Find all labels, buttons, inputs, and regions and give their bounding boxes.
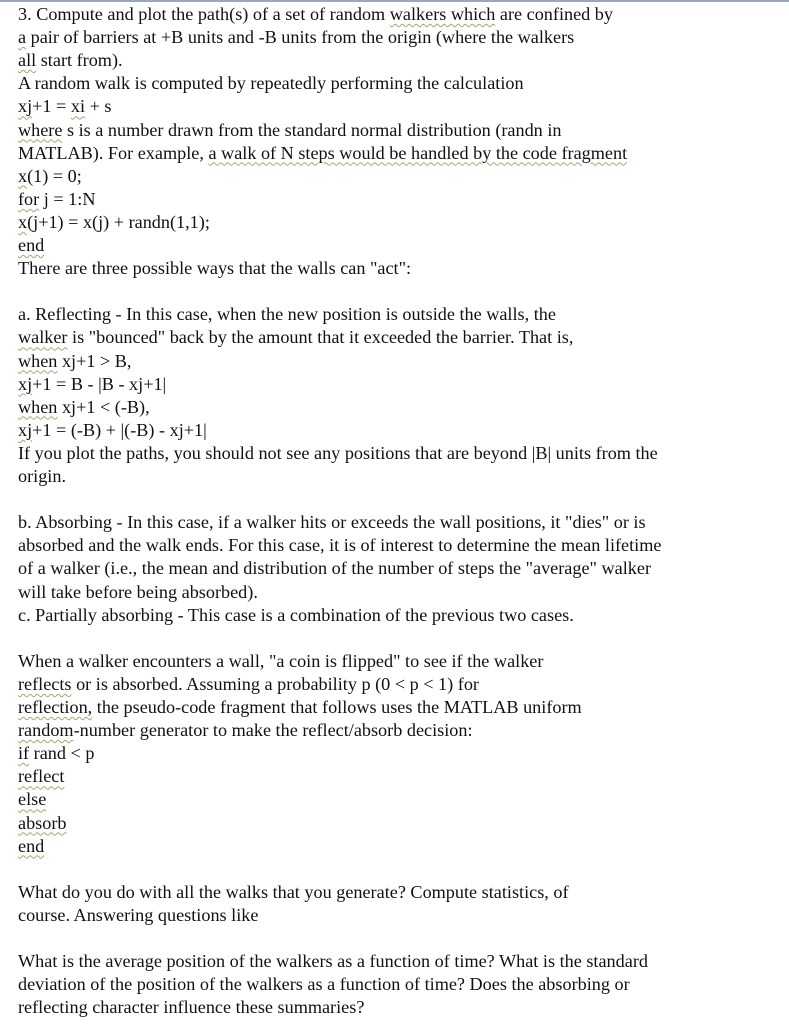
text-line: [18, 996, 364, 1019]
text-run: + s: [85, 96, 112, 117]
text-run: xj+1 > B,: [57, 350, 132, 371]
text-line: [18, 557, 651, 580]
text-line: [18, 881, 569, 904]
text-run: When a walker encounters a wall, "a coin is flipped" to see if the walker: [18, 650, 544, 671]
text-run: A random walk is computed by repeatedly performing the calculation: [18, 73, 524, 94]
text-line: [18, 719, 473, 742]
text-run: +1 = B - |B - xj+1|: [32, 373, 167, 394]
spellcheck-word: reflects: [18, 673, 72, 694]
text-run: +1 =: [32, 96, 71, 117]
text-run: pair of barriers at +B units and -B units from the origin (where the walkers: [26, 27, 575, 48]
text-line: [18, 581, 258, 604]
spellcheck-word: when: [18, 350, 58, 371]
text-line: [18, 26, 574, 49]
text-run: are confined by: [495, 4, 613, 24]
text-line: [18, 326, 573, 349]
text-run: course. Answering questions like: [18, 904, 259, 925]
text-line: [18, 142, 627, 165]
text-line: [18, 49, 123, 72]
spellcheck-word: absorb: [18, 812, 67, 833]
text-line: [18, 3, 613, 26]
text-run: is "bounced" back by the amount that it exceeded the barrier. That is,: [67, 327, 574, 348]
text-run: (1) = 0;: [27, 165, 82, 186]
spellcheck-word: when: [18, 396, 58, 417]
text-line: [18, 742, 94, 765]
text-line: [18, 465, 66, 488]
text-line: [18, 211, 210, 234]
text-run: of a walker (i.e., the mean and distribution of the number of steps the "average" walker: [18, 558, 652, 579]
text-line: [18, 696, 582, 719]
spellcheck-word: xj: [18, 96, 33, 117]
text-run: (j+1) = x(j) + randn(1,1);: [27, 211, 210, 232]
text-line: [18, 188, 95, 211]
spellcheck-word: xj: [18, 419, 33, 440]
spellcheck-word: xj: [18, 373, 33, 394]
text-line: [18, 765, 64, 788]
spellcheck-word: random: [18, 720, 74, 741]
spellcheck-word: x: [18, 165, 28, 186]
text-run: the pseudo-code fragment that follows uses the MATLAB uniform: [92, 697, 582, 717]
text-line: [18, 303, 556, 326]
spellcheck-word: a walk of N steps would be handled by the code fragment: [208, 142, 628, 163]
text-run: There are three possible ways that the walls can "act":: [18, 258, 412, 279]
text-line: [18, 973, 630, 996]
spellcheck-word: x: [18, 211, 28, 232]
spellcheck-word: xi: [70, 96, 86, 117]
text-run: or is absorbed. Assuming a probability p (0 < p < 1) for: [71, 673, 479, 694]
text-run: origin.: [18, 466, 66, 486]
text-run: If you plot the paths, you should not see any positions that are beyond |B| units from the: [18, 442, 658, 463]
text-run: 3. Compute and plot the path(s) of a set of random: [18, 4, 390, 24]
text-run: will take before being absorbed).: [18, 581, 258, 602]
spellcheck-word: for: [18, 188, 40, 209]
text-line: [18, 812, 67, 835]
spellcheck-word: reflection,: [18, 697, 93, 717]
spellcheck-word: where: [18, 119, 63, 140]
text-line: [18, 511, 646, 534]
text-line: [18, 904, 258, 927]
text-run: s is a number drawn from the standard normal distribution (randn in: [62, 119, 562, 140]
text-run: rand < p: [29, 743, 95, 764]
text-line: [18, 442, 658, 465]
text-line: [18, 950, 648, 973]
text-line: [18, 673, 479, 696]
text-run: What do you do with all the walks that you generate? Compute statistics, of: [18, 881, 569, 902]
text-run: reflecting character influence these summaries?: [18, 997, 365, 1018]
text-line: [18, 396, 150, 419]
text-line: [18, 373, 166, 396]
text-line: [18, 788, 46, 811]
spellcheck-word: else: [18, 789, 47, 810]
text-line: [18, 835, 44, 858]
spellcheck-word: if: [18, 743, 30, 764]
text-line: [18, 165, 82, 188]
text-run: MATLAB). For example,: [18, 142, 209, 163]
text-run: What is the average position of the walkers as a function of time? What is the standard: [18, 951, 648, 972]
text-run: deviation of the position of the walkers as a function of time? Does the absorbing or: [18, 974, 630, 995]
text-run: a. Reflecting - In this case, when the new position is outside the walls, the: [18, 304, 556, 325]
spellcheck-word: walkers which: [389, 4, 496, 24]
spellcheck-word: all: [18, 50, 37, 71]
spellcheck-word: a: [18, 27, 27, 48]
spellcheck-word: end: [18, 235, 45, 255]
text-line: [18, 72, 524, 95]
spellcheck-word: end: [18, 835, 45, 856]
text-run: b. Absorbing - In this case, if a walker hits or exceeds the wall positions, it "dies" or is: [18, 512, 646, 533]
problem-text: [18, 0, 783, 1024]
text-line: [18, 257, 411, 280]
text-run: c. Partially absorbing - This case is a combination of the previous two cases.: [18, 604, 574, 625]
text-run: j = 1:N: [39, 188, 96, 209]
text-line: [18, 350, 131, 373]
spellcheck-word: reflect: [18, 766, 65, 787]
text-line: [18, 419, 207, 442]
text-line: [18, 650, 543, 673]
text-line: [18, 534, 661, 557]
text-run: -number generator to make the reflect/absorb decision:: [73, 720, 473, 741]
spellcheck-word: walker: [18, 327, 68, 348]
text-line: [18, 95, 111, 118]
text-line: [18, 119, 561, 142]
text-run: absorbed and the walk ends. For this case, it is of interest to determine the mean lifetime: [18, 535, 662, 556]
text-line: [18, 604, 574, 627]
text-run: xj+1 < (-B),: [57, 396, 150, 417]
text-run: +1 = (-B) + |(-B) - xj+1|: [32, 419, 207, 440]
text-run: start from).: [36, 50, 123, 71]
text-line: [18, 234, 44, 257]
